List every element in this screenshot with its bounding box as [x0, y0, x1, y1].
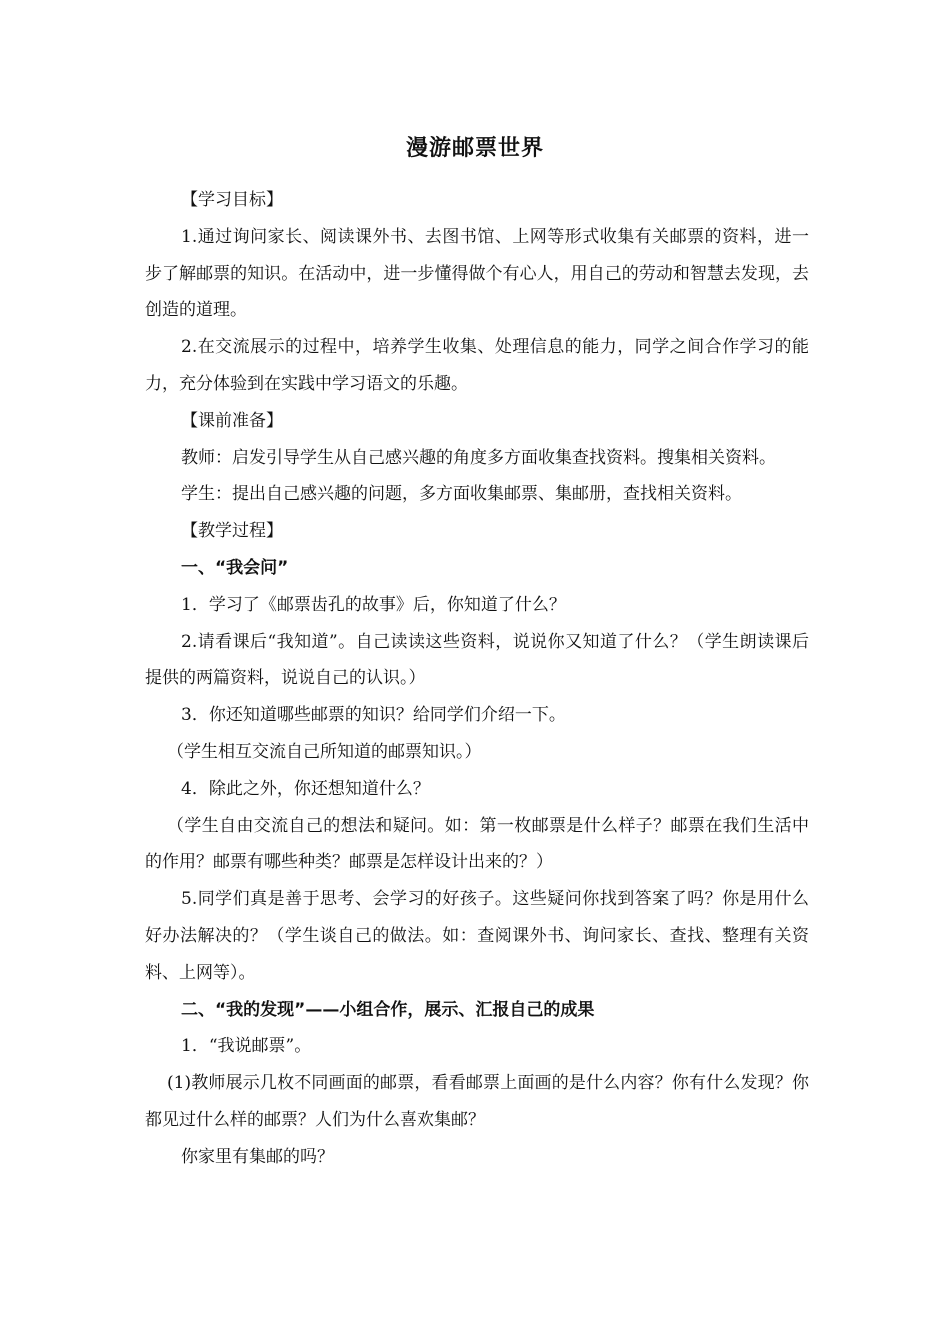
paragraph: 2.在交流展示的过程中，培养学生收集、处理信息的能力，同学之间合作学习的能力，充分体验到在实践中学习语文的乐趣。: [145, 337, 809, 394]
paragraph: 【教学过程】: [181, 521, 283, 542]
paragraph: 教师：启发引导学生从自己感兴趣的角度多方面收集查找资料。搜集相关资料。: [181, 447, 776, 468]
paragraph: 你家里有集邮的吗？: [181, 1146, 334, 1167]
paragraph: 4．除此之外，你还想知道什么？: [181, 778, 430, 799]
paragraph: 1.通过询问家长、阅读课外书、去图书馆、上网等形式收集有关邮票的资料，进一步了解邮票的知识。在活动中，进一步懂得做个有心人，用自己的劳动和智慧去发现，去创造的道理。: [145, 226, 809, 321]
paragraph: （学生自由交流自己的想法和疑问。如：第一枚邮票是什么样子？邮票在我们生活中的作用？邮票有哪些种类？邮票是怎样设计出来的？）: [145, 815, 809, 873]
paragraph: 【课前准备】: [181, 410, 283, 431]
paragraph: （学生相互交流自己所知道的邮票知识。）: [167, 741, 482, 762]
paragraph: (1)教师展示几枚不同画面的邮票，看看邮票上面画的是什么内容？你有什么发现？你都见过什么样的邮票？人们为什么喜欢集邮？: [145, 1073, 809, 1130]
paragraph: 【学习目标】: [181, 190, 283, 210]
section-heading: 二、“我的发现”——小组合作，展示、汇报自己的成果: [181, 999, 595, 1020]
paragraph: 5.同学们真是善于思考、会学习的好孩子。这些疑问你找到答案了吗？你是用什么好办法解决的？（学生谈自己的做法。如：查阅课外书、询问家长、查找、整理有关资料、上网等）。: [145, 889, 809, 983]
section-heading: 一、“我会问”: [181, 557, 289, 578]
paragraph: 学生：提出自己感兴趣的问题，多方面收集邮票、集邮册，查找相关资料。: [181, 484, 742, 505]
paragraph: 1．学习了《邮票齿孔的故事》后，你知道了什么？: [181, 594, 566, 615]
paragraph: 3．你还知道哪些邮票的知识？给同学们介绍一下。: [181, 705, 566, 726]
document-title: 漫游邮票世界: [405, 136, 544, 161]
paragraph: 2.请看课后“我知道”。自己读读这些资料，说说你又知道了什么？（学生朗读课后提供的两篇资料，说说自己的认识。）: [145, 631, 809, 689]
document-body: [145, 182, 809, 1176]
paragraph: 1．“我说邮票”。: [181, 1036, 312, 1057]
